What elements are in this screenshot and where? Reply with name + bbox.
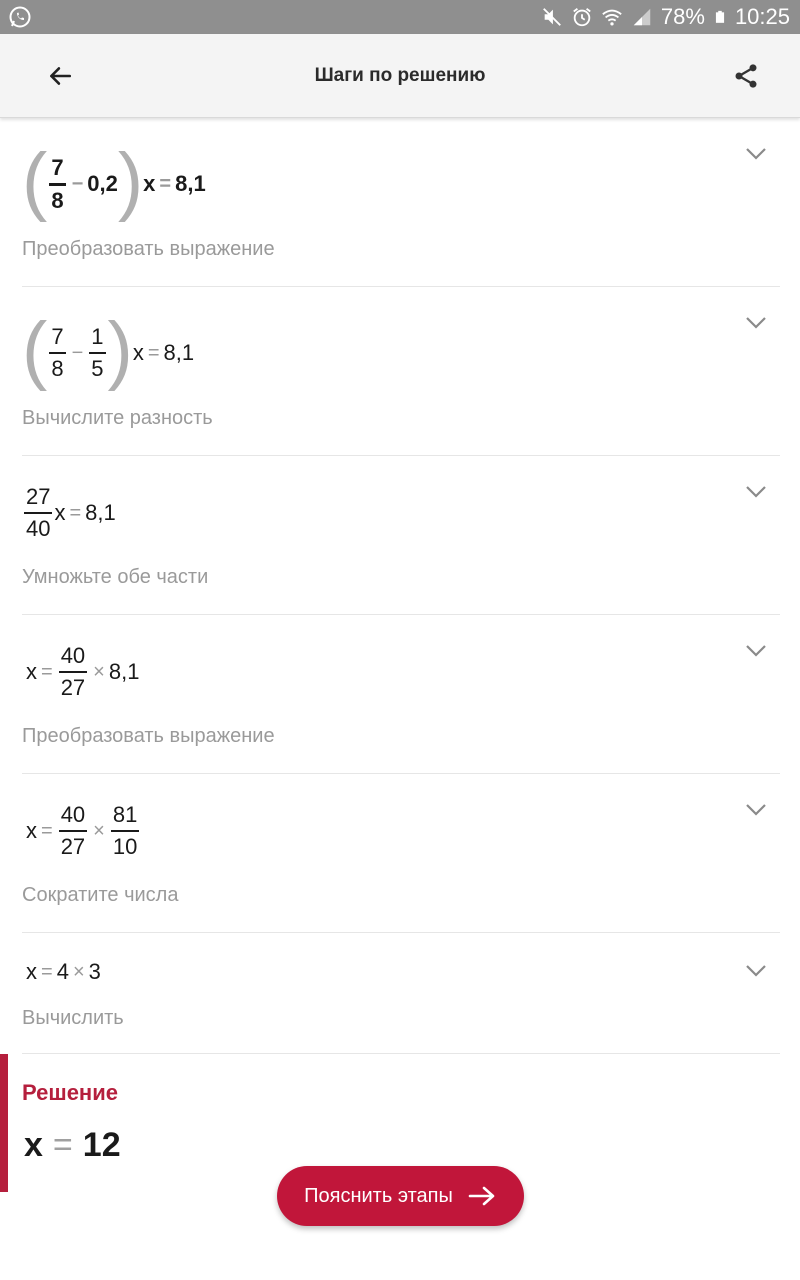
variable: x bbox=[143, 171, 156, 196]
chevron-down-icon[interactable] bbox=[742, 957, 770, 985]
app-bar bbox=[0, 34, 800, 118]
fraction-denominator: 40 bbox=[26, 516, 51, 541]
share-button[interactable] bbox=[726, 56, 766, 96]
solution-value: 12 bbox=[82, 1126, 121, 1164]
fraction bbox=[49, 153, 65, 216]
fraction-numerator: 7 bbox=[51, 324, 64, 349]
alarm-icon bbox=[571, 6, 593, 28]
fraction-numerator: 81 bbox=[112, 802, 138, 827]
times-sign: × bbox=[93, 660, 105, 683]
chevron-down-icon[interactable] bbox=[742, 478, 770, 506]
fraction bbox=[49, 322, 65, 384]
chevron-down-icon[interactable] bbox=[742, 796, 770, 824]
paren-open: ( bbox=[22, 138, 48, 223]
variable: x bbox=[26, 659, 37, 684]
equals-sign: = bbox=[147, 341, 160, 364]
chevron-down-icon[interactable] bbox=[742, 637, 770, 665]
variable: x bbox=[26, 959, 37, 984]
chevron-down-icon[interactable] bbox=[742, 140, 770, 168]
minus-sign: − bbox=[71, 341, 84, 364]
fraction-numerator: 40 bbox=[60, 802, 86, 827]
signal-icon bbox=[631, 6, 653, 28]
fraction-denominator: 10 bbox=[112, 834, 138, 859]
fraction-numerator: 40 bbox=[60, 643, 86, 668]
solution-accent-bar bbox=[0, 1054, 8, 1192]
step-item[interactable] bbox=[22, 774, 780, 933]
step-expression bbox=[22, 639, 139, 705]
step-expression bbox=[22, 798, 141, 864]
step-item[interactable] bbox=[22, 130, 780, 287]
fraction-denominator: 27 bbox=[60, 834, 86, 859]
wifi-icon bbox=[601, 6, 623, 28]
equals-sign: = bbox=[41, 819, 53, 842]
page-title: Шаги по решению bbox=[314, 65, 486, 86]
step-caption: Вычислить bbox=[22, 1007, 124, 1029]
factor-a: 4 bbox=[56, 959, 69, 984]
arrow-right-icon bbox=[467, 1184, 497, 1208]
step-item[interactable] bbox=[22, 615, 780, 774]
step-expression bbox=[22, 138, 206, 224]
equals-sign: = bbox=[69, 501, 82, 524]
decimal-value: 0,2 bbox=[87, 171, 118, 196]
variable: x bbox=[54, 500, 66, 525]
battery-icon bbox=[713, 6, 727, 28]
fraction bbox=[59, 641, 87, 703]
explain-steps-label: Пояснить этапы bbox=[304, 1184, 453, 1207]
step-item[interactable] bbox=[22, 287, 780, 456]
fraction-numerator: 1 bbox=[91, 324, 104, 349]
fraction-numerator: 27 bbox=[26, 484, 51, 509]
whatsapp-icon bbox=[8, 5, 32, 29]
step-expression bbox=[22, 957, 101, 987]
step-caption: Сократите числа bbox=[22, 884, 179, 906]
factor-b: 3 bbox=[88, 959, 101, 984]
rhs-value: 8,1 bbox=[108, 659, 140, 684]
fraction bbox=[24, 482, 52, 544]
explain-steps-button[interactable] bbox=[277, 1166, 524, 1226]
step-caption: Вычислите разность bbox=[22, 407, 213, 429]
step-expression bbox=[22, 307, 195, 393]
solution-label: Решение bbox=[22, 1080, 118, 1105]
step-caption: Преобразовать выражение bbox=[22, 238, 275, 260]
paren-close: ) bbox=[117, 138, 144, 223]
status-bar bbox=[0, 0, 800, 34]
rhs-value: 8,1 bbox=[163, 340, 195, 365]
rhs-value: 8,1 bbox=[175, 171, 206, 196]
variable: x bbox=[26, 818, 37, 843]
fraction bbox=[89, 322, 105, 384]
fraction bbox=[111, 800, 139, 862]
clock: 10:25 bbox=[734, 4, 790, 29]
step-caption: Умножьте обе части bbox=[22, 566, 209, 588]
minus-sign: − bbox=[71, 172, 84, 195]
equals-sign: = bbox=[41, 660, 53, 683]
variable: x bbox=[132, 340, 144, 365]
paren-close: ) bbox=[107, 307, 133, 392]
mute-icon bbox=[541, 6, 563, 28]
chevron-down-icon[interactable] bbox=[742, 309, 770, 337]
fraction-numerator: 7 bbox=[51, 154, 64, 180]
fraction bbox=[59, 800, 87, 862]
step-expression bbox=[22, 480, 116, 546]
fraction-denominator: 5 bbox=[91, 356, 104, 381]
step-item[interactable] bbox=[22, 456, 780, 615]
solution-variable: x bbox=[24, 1126, 43, 1164]
times-sign: × bbox=[72, 960, 85, 983]
fraction-denominator: 8 bbox=[51, 356, 64, 381]
rhs-value: 8,1 bbox=[85, 500, 116, 525]
fraction-denominator: 8 bbox=[51, 187, 64, 213]
battery-percent: 78% bbox=[660, 4, 705, 29]
solution-expression bbox=[24, 1126, 121, 1165]
paren-open: ( bbox=[22, 307, 48, 392]
fraction-denominator: 27 bbox=[60, 675, 86, 700]
times-sign: × bbox=[93, 819, 105, 842]
equals-sign: = bbox=[41, 960, 53, 983]
step-caption: Преобразовать выражение bbox=[22, 725, 275, 747]
equals-sign: = bbox=[52, 1126, 73, 1164]
step-item[interactable] bbox=[22, 933, 780, 1054]
share-icon bbox=[732, 62, 760, 90]
equals-sign: = bbox=[159, 172, 172, 195]
